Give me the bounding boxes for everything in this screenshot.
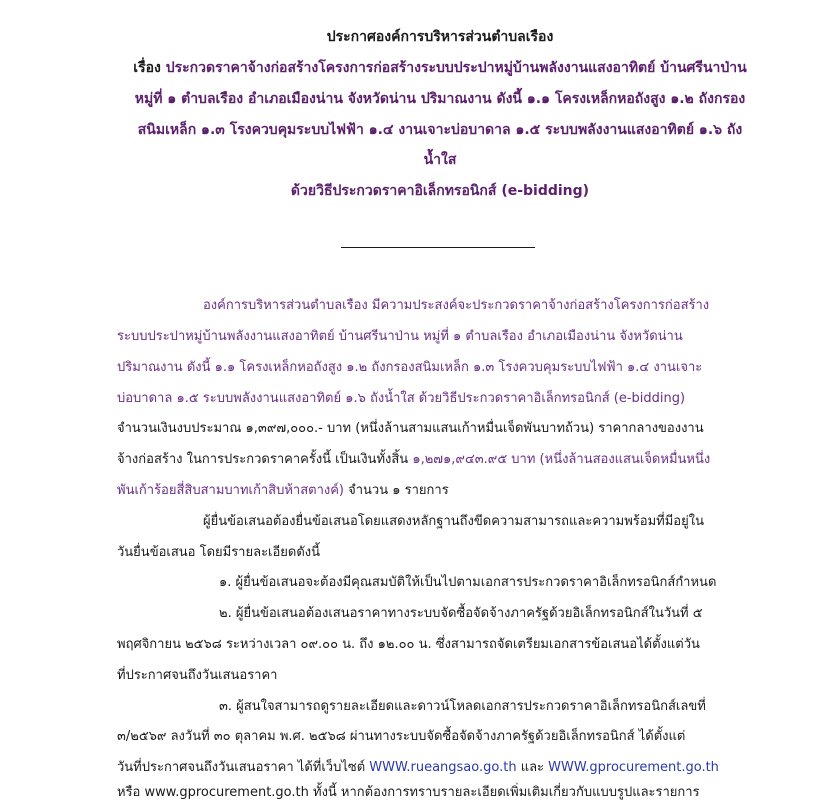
list-item-2-line3: ที่ประกาศจนถึงวันเสนอราคา	[117, 668, 278, 683]
subject-line-3: สนิมเหล็ก ๑.๓ โรงควบคุมระบบไฟฟ้า ๑.๔ งานเจาะบ่อบาดาล ๑.๕ ระบบพลังงานแสงอาทิตย์ ๑.๖ ถัง	[137, 122, 743, 138]
para2-line2: วันยื่นข้อเสนอ โดยมีรายละเอียดดังนี้	[117, 545, 321, 560]
subject-line-5: ด้วยวิธีประกวดราคาอิเล็กทรอนิกส์ (e-bidding)	[290, 183, 590, 199]
list-item-3-line3	[117, 756, 719, 777]
subject-line-4: น้ำใส	[423, 152, 457, 168]
website-link-gprocurement[interactable]: WWW.gprocurement.go.th	[548, 760, 719, 775]
para1-line6-a: จ้างก่อสร้าง ในการประกวดราคาครั้งนี้ เป็นเงินทั้งสิ้น	[117, 452, 413, 467]
list-item-3-line2: ๓/๒๕๖๙ ลงวันที่ ๓๐ ตุลาคม พ.ศ. ๒๕๖๘ ผ่านทางระบบจัดซื้อจัดจ้างภาครัฐด้วยอิเล็กทรอนิกส์ ได้ตั้งแต่	[117, 729, 686, 744]
list-item-3-line4: หรือ www.gprocurement.go.th ทั้งนี้ หากต้องการทราบรายละเอียดเพิ่มเติมเกี่ยวกับแบบรูปและรายการ	[117, 785, 700, 800]
para1-line3: ปริมาณงาน ดังนี้ ๑.๑ โครงเหล็กหอถังสูง ๑.๒ ถังกรองสนิมเหล็ก ๑.๓ โรงควบคุมระบบไฟฟ้า ๑.๔ งานเจาะ	[117, 360, 703, 375]
para1-line7	[117, 479, 449, 500]
subject-line-1	[110, 57, 770, 79]
list-item-2-line2: พฤศจิกายน ๒๕๖๘ ระหว่างเวลา ๐๙.๐๐ น. ถึง ๑๒.๐๐ น. ซึ่งสามารถจัดเตรียมเอกสารข้อเสนอได้ตั้งแต่วัน	[117, 637, 700, 652]
para1-line4: บ่อบาดาล ๑.๕ ระบบพลังงานแสงอาทิตย์ ๑.๖ ถังน้ำใส ด้วยวิธีประกวดราคาอิเล็กทรอนิกส์ (e-bidding)	[117, 391, 686, 406]
subject-text-1: ประกวดราคาจ้างก่อสร้างโครงการก่อสร้างระบบประปาหมู่บ้านพลังงานแสงอาทิตย์ บ้านศรีนาป่าน	[165, 60, 747, 76]
para1-line6	[117, 448, 710, 469]
list-item-3-line3-a: วันที่ประกาศจนถึงวันเสนอราคา ได้ที่เว็บไซต์	[117, 760, 370, 775]
para1-line2: ระบบประปาหมู่บ้านพลังงานแสงอาทิตย์ บ้านศรีนาป่าน หมู่ที่ ๑ ตำบลเรือง อำเภอเมืองน่าน จังหวัดน่าน	[117, 329, 683, 344]
subject-lead: เรื่อง	[133, 60, 161, 76]
list-item-1: ๑. ผู้ยื่นข้อเสนอจะต้องมีคุณสมบัติให้เป็นไปตามเอกสารประกวดราคาอิเล็กทรอนิกส์กำหนด	[219, 575, 717, 590]
subject-line-2: หมู่ที่ ๑ ตำบลเรือง อำเภอเมืองน่าน จังหวัดน่าน ปริมาณงาน ดังนี้ ๑.๑ โครงเหล็กหอถังสูง ๑.๒ ถังกรอง	[134, 91, 746, 107]
median-price-text: ๑,๒๗๑,๙๔๓.๙๕ บาท (หนึ่งล้านสองแสนเจ็ดหมื่นหนึ่ง	[412, 452, 711, 467]
announcement-title: ประกาศองค์การบริหารส่วนตำบลเรือง	[326, 29, 554, 45]
para1-line1: องค์การบริหารส่วนตำบลเรือง มีความประสงค์จะประกวดราคาจ้างก่อสร้างโครงการก่อสร้าง	[203, 298, 710, 313]
list-item-2-line1: ๒. ผู้ยื่นข้อเสนอต้องเสนอราคาทางระบบจัดซื้อจัดจ้างภาครัฐด้วยอิเล็กทรอนิกส์ในวันที่ ๕	[219, 606, 703, 621]
median-price-words: พันเก้าร้อยสี่สิบสามบาทเก้าสิบห้าสตางค์)	[117, 483, 344, 498]
section-divider	[341, 247, 535, 248]
para2-line1: ผู้ยื่นข้อเสนอต้องยื่นข้อเสนอโดยแสดงหลักฐานถึงขีดความสามารถและความพร้อมที่มีอยู่ใน	[203, 514, 704, 529]
para1-line5: จำนวนเงินงบประมาณ ๑,๓๙๗,๐๐๐.- บาท (หนึ่งล้านสามแสนเก้าหมื่นเจ็ดพันบาทถ้วน) ราคากลางของงาน	[117, 421, 704, 436]
website-link-rueangsao[interactable]: WWW.rueangsao.go.th	[369, 760, 517, 775]
list-item-3-line3-and: และ	[516, 760, 549, 775]
item-count-text: จำนวน ๑ รายการ	[344, 483, 449, 498]
list-item-3-line1: ๓. ผู้สนใจสามารถดูรายละเอียดและดาวน์โหลดเอกสารประกวดราคาอิเล็กทรอนิกส์เลขที่	[219, 699, 706, 714]
